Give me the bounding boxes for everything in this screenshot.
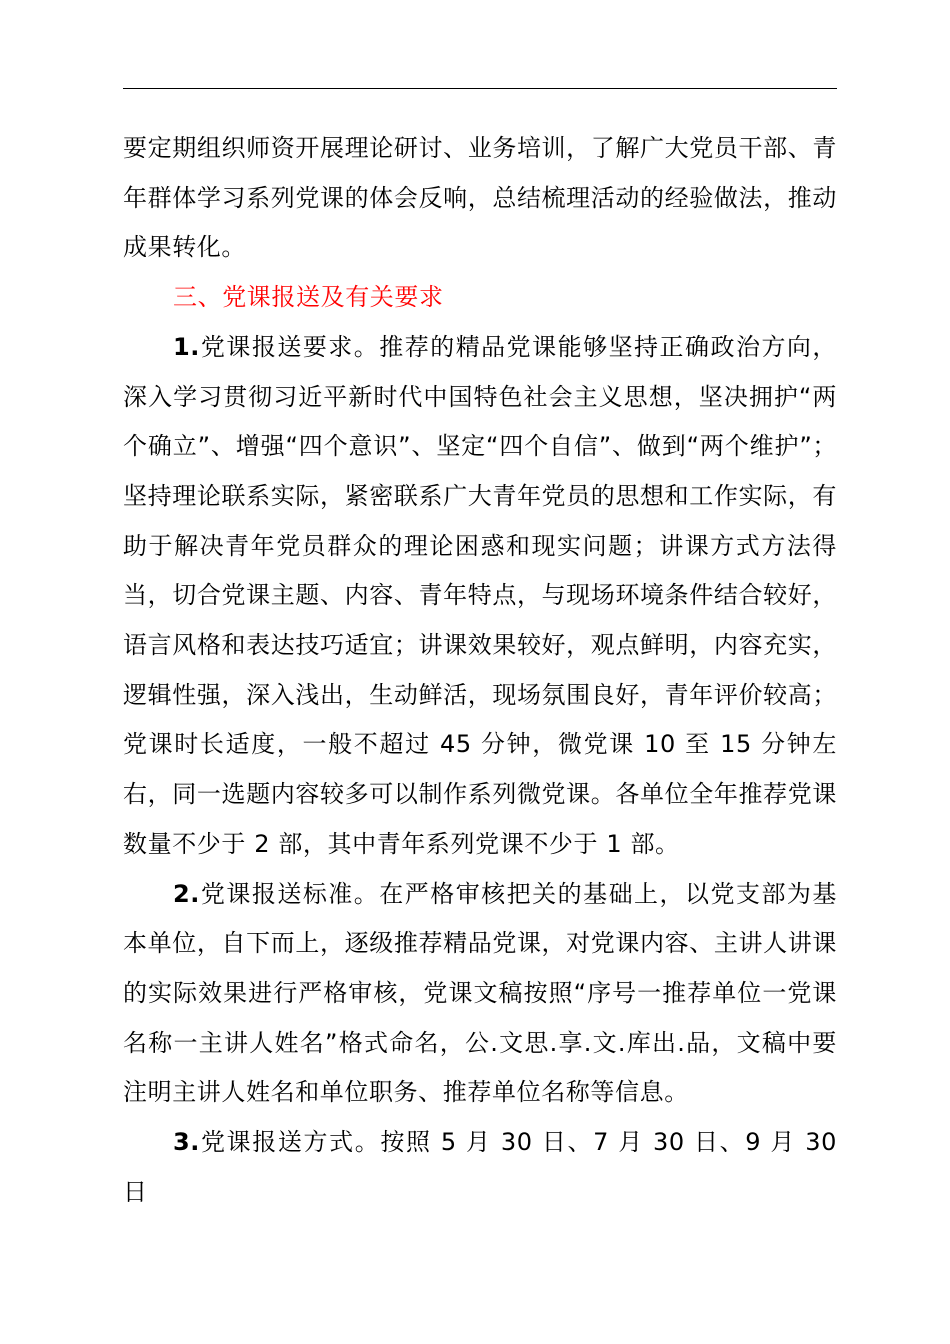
item-number-3: 3. [173, 1128, 201, 1157]
item-text-2: 党课报送标准。在严格审核把关的基础上，以党支部为基本单位，自下而上，逐级推荐精品党课，对党课内容、主讲人讲课的实际效果进行严格审核，党课文稿按照“序号一推荐单位一党课名称一主讲人姓名”格式命名，公.文思.享.文.库出.品，文稿中要注明主讲人姓名和单位职务、推荐单位名称等信息。 [123, 879, 837, 1107]
section-heading: 三、党课报送及有关要求 [173, 283, 444, 312]
header-rule [123, 88, 837, 89]
intro-paragraph: 要定期组织师资开展理论研讨、业务培训，了解广大党员干部、青年群体学习系列党课的体会反响，总结梳理活动的经验做法，推动成果转化。 [123, 134, 837, 262]
item-paragraph-1 [123, 323, 837, 870]
item-paragraph-3 [123, 1118, 837, 1217]
item-number-1: 1. [173, 332, 201, 361]
document-body [123, 124, 837, 1217]
item-number-2: 2. [173, 879, 201, 908]
item-text-3: 党课报送方式。按照 5 月 30 日、7 月 30 日、9 月 30 日 [123, 1128, 838, 1206]
item-paragraph-2 [123, 870, 837, 1119]
item-text-1: 党课报送要求。推荐的精品党课能够坚持正确政治方向，深入学习贯彻习近平新时代中国特色社会主义思想，坚决拥护“两个确立”、增强“四个意识”、坚定“四个自信”、做到“两个维护”；坚持理论联系实际，紧密联系广大青年党员的思想和工作实际，有助于解决青年党员群众的理论困惑和现实问题；讲课方式方法得当，切合党课主题、内容、青年特点，与现场环境条件结合较好，语言风格和表达技巧适宜；讲课效果较好，观点鲜明，内容充实，逻辑性强，深入浅出，生动鲜活，现场氛围良好，青年评价较高；党课时长适度，一般不超过 45 分钟，微党课 10 至 15 分钟左右，同一选题内容较多可以制作系列微党课。各单位全年推荐党课数量不少于 2 部，其中青年系列党课不少于 1 部。 [123, 332, 837, 858]
